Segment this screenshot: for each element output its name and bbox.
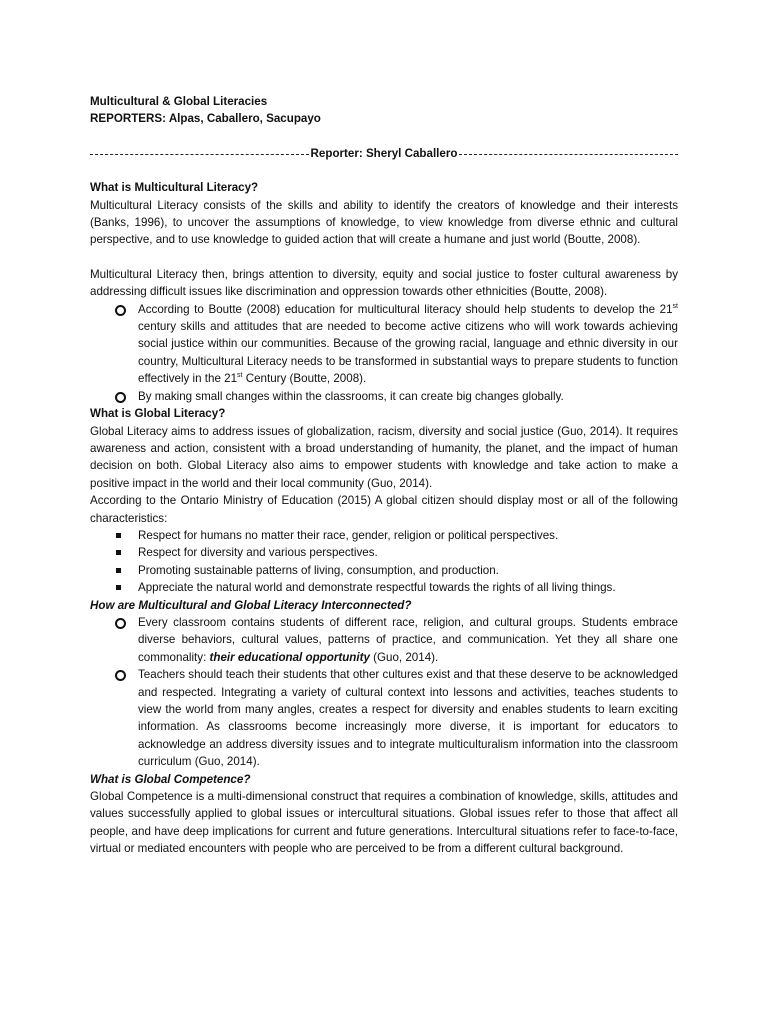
list-item [90, 388, 678, 405]
list-item [90, 579, 678, 596]
document-page [90, 93, 678, 858]
bullet-text: By making small changes within the classrooms, it can create big changes globally. [138, 389, 564, 403]
paragraph-global-definition: Global Literacy aims to address issues of globalization, racism, diversity and social justice (Guo, 2014). It requires awareness and action, consistent with a broad understanding of humanity, the planet, and the impact of human decision on both. Global Literacy also aims to empower students with knowledge and take action to make a positive impact in the world and their local community (Guo, 2014). [90, 424, 678, 490]
bullet-text: Every classroom contains students of different race, religion, and cultural groups. Students embrace diverse behaviors, cultural values, patterns of practice, and communication. Yet they all share one commonality: [138, 615, 678, 664]
characteristics-list [90, 527, 678, 597]
square-bullet-icon [116, 533, 121, 538]
square-bullet-icon [116, 550, 121, 555]
reporters-line [90, 110, 678, 127]
paragraph-ontario-ministry: According to the Ontario Ministry of Education (2015) A global citizen should display most or all of the following characteristics: [90, 494, 678, 525]
square-bullet-icon [116, 568, 121, 573]
heading-global-competence: What is Global Competence? [90, 772, 251, 786]
divider-dash-left [90, 154, 309, 155]
bullet-text: Promoting sustainable patterns of living, consumption, and production. [138, 563, 499, 577]
spacer [90, 128, 678, 145]
heading-global-literacy: What is Global Literacy? [90, 407, 226, 421]
spacer [90, 249, 678, 266]
reporter-label: Reporter: Sheryl Caballero [310, 146, 458, 160]
bullet-text: Century (Boutte, 2008). [242, 372, 367, 386]
bullet-text: century skills and attitudes that are needed to become active citizens who will work towards achieving social justice within our communities. Because of the growing racial, language and ethnic diversity in our country, Multicultural Literacy needs to be transformed in substantial ways to prepare students to function effectively in the 21 [138, 320, 678, 386]
divider-dash-right [459, 154, 678, 155]
document-title: Multicultural & Global Literacies [90, 95, 268, 108]
superscript: st [237, 372, 243, 380]
superscript: st [672, 302, 678, 310]
paragraph-global-competence: Global Competence is a multi-dimensional construct that requires a combination of knowledge, skills, attitudes and values successfully applied to global issues or intercultural situations. Global issues refer to those that affect all people, and have deep implications for current and future generations. Intercultural situations refer to face-to-face, virtual or mediated encounters with people who are perceived to be from a different cultural background. [90, 790, 678, 856]
emphasis-text: their educational opportunity [209, 650, 370, 664]
circle-bullet-icon [115, 305, 126, 316]
list-item [90, 666, 678, 770]
list-item [90, 527, 678, 544]
circle-bullet-icon [115, 392, 126, 403]
heading-multicultural-literacy: What is Multicultural Literacy? [90, 181, 259, 195]
multicultural-bullet-list [90, 301, 678, 405]
square-bullet-icon [116, 585, 121, 590]
bullet-text: (Guo, 2014). [369, 650, 439, 664]
bullet-text: Respect for humans no matter their race, gender, religion or political perspectives. [138, 528, 559, 542]
bullet-text: According to Boutte (2008) education for multicultural literacy should help students to develop the 21 [138, 302, 673, 316]
reporter-divider [90, 145, 678, 162]
list-item [90, 544, 678, 561]
reporters-names: Alpas, Caballero, Sacupayo [168, 112, 321, 126]
reporters-label: REPORTERS: [90, 112, 167, 126]
list-item [90, 562, 678, 579]
bullet-text: Teachers should teach their students that other cultures exist and that these deserve to be acknowledged and respected. Integrating a variety of cultural context into lessons and activities, teaches students to view the world from many angles, creates a respect for diversity and enables students to learn exciting information. As classrooms become increasingly more diverse, it is important for educators to acknowledge an address diversity issues and to integrate multiculturalism information into the classroom curriculum (Guo, 2014). [138, 668, 678, 769]
spacer [90, 162, 678, 179]
bullet-text: Appreciate the natural world and demonstrate respectful towards the rights of all living things. [138, 581, 616, 595]
heading-interconnected: How are Multicultural and Global Literacy Interconnected? [90, 598, 412, 612]
interconnected-bullet-list [90, 614, 678, 771]
circle-bullet-icon [115, 670, 126, 681]
circle-bullet-icon [115, 618, 126, 629]
paragraph-multicultural-attention: Multicultural Literacy then, brings attention to diversity, equity and social justice to foster cultural awareness by addressing difficult issues like discrimination and oppression towards other ethnicities (Boutte, 2008). [90, 267, 678, 299]
list-item [90, 614, 678, 666]
paragraph-multicultural-definition: Multicultural Literacy consists of the skills and ability to identify the creators of knowledge and their interests (Banks, 1996), to uncover the assumptions of knowledge, to view knowledge from diverse ethnic and cultural perspective, and to use knowledge to guided action that will create a humane and just world (Boutte, 2008). [90, 198, 678, 247]
list-item [90, 301, 678, 388]
bullet-text: Respect for diversity and various perspectives. [138, 546, 378, 560]
